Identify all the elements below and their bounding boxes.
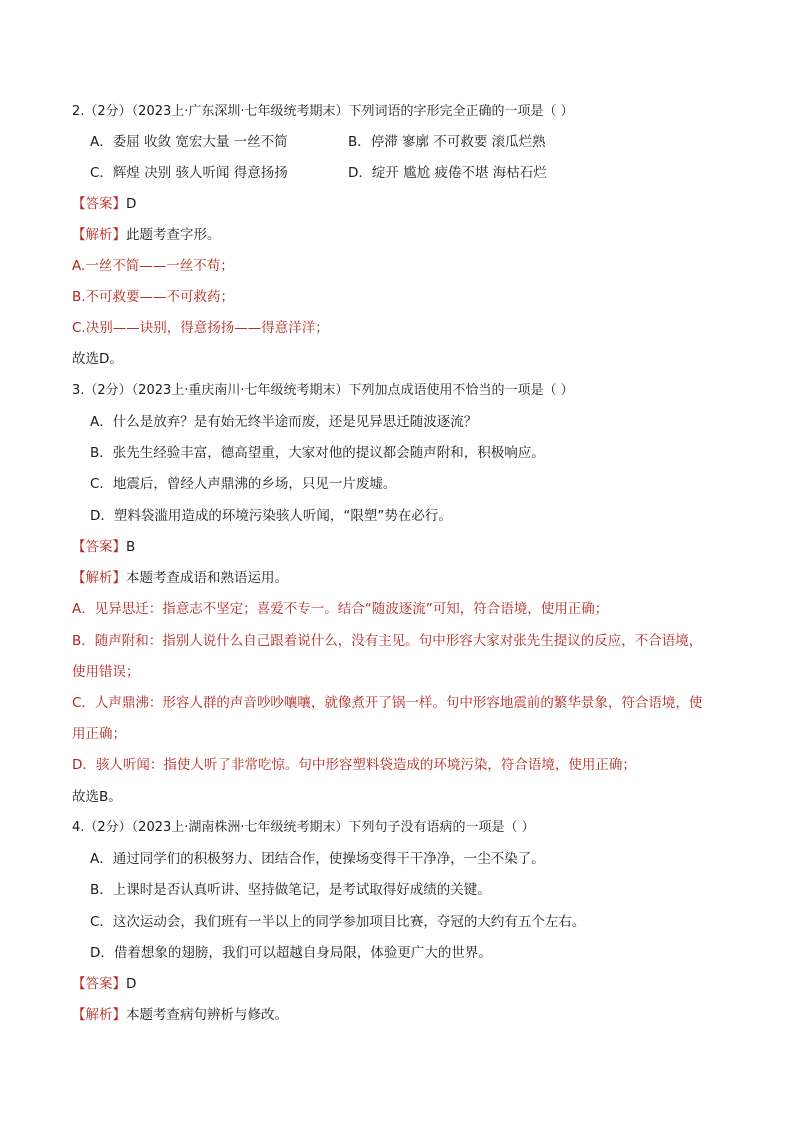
question-2-note: A.一丝不简——一丝不苟； — [72, 258, 234, 274]
question-3-option-a: A．什么是放弃？是有始无终半途而废，还是见异思迁随波逐流？ — [90, 414, 478, 430]
question-2-analysis — [72, 224, 754, 246]
question-3-note: 用正确； — [72, 726, 126, 742]
question-4-option-b: B．上课时是否认真听讲、坚持做笔记，是考试取得好成绩的关键。 — [90, 882, 491, 898]
question-3-note: 使用错误； — [72, 664, 140, 680]
question-2-answer — [72, 193, 754, 215]
answer-value: B — [126, 539, 136, 555]
question-2-stem: 2.（2分）（2023上·广东深圳·七年级统考期末）下列词语的字形完全正确的一项是（ ） — [72, 104, 574, 119]
question-4-option-d: D．借着想象的翅膀，我们可以超越自身局限，体验更广大的世界。 — [90, 945, 492, 961]
question-2-option-b: B．停滞 寥廓 不可救要 滚瓜烂熟 — [348, 134, 546, 150]
question-3-option-c: C．地震后，曾经人声鼎沸的乡场，只见一片废墟。 — [90, 476, 397, 492]
question-4-option-a: A．通过同学们的积极努力、团结合作，使操场变得干干净净，一尘不染了。 — [90, 851, 545, 867]
analysis-label: 【解析】 — [72, 227, 126, 243]
question-3-answer — [72, 536, 754, 558]
question-2-option-a: A．委屈 收敛 宽宏大量 一丝不简 — [90, 134, 288, 150]
question-3-analysis — [72, 567, 754, 589]
question-2-note: C.决别——诀别，得意扬扬——得意洋洋； — [72, 320, 329, 336]
question-3-note: B．随声附和：指别人说什么自己跟着说什么，没有主见。句中形容大家对张先生提议的反应，不合语境， — [72, 633, 703, 649]
analysis-text: 本题考查病句辨析与修改。 — [126, 1007, 288, 1023]
question-2-note: B.不可救要——不可救药； — [72, 289, 235, 305]
analysis-text: 本题考查成语和熟语运用。 — [126, 570, 288, 586]
question-4-analysis — [72, 1004, 754, 1026]
answer-label: 【答案】 — [72, 539, 126, 555]
answer-value: D — [126, 196, 137, 212]
analysis-label: 【解析】 — [72, 1007, 126, 1023]
answer-label: 【答案】 — [72, 976, 126, 992]
question-3-note: C．人声鼎沸：形容人群的声音吵吵嚷嚷，就像煮开了锅一样。句中形容地震前的繁华景象，符合语境，使 — [72, 695, 703, 711]
question-2-conclusion: 故选D。 — [72, 351, 123, 367]
question-4-answer — [72, 973, 754, 995]
question-3-option-d: D．塑料袋滥用造成的环境污染骇人听闻，“限塑”势在必行。 — [90, 508, 452, 524]
answer-label: 【答案】 — [72, 196, 126, 212]
answer-value: D — [126, 976, 137, 992]
question-3-conclusion: 故选B。 — [72, 789, 122, 805]
question-4-stem: 4.（2分）（2023上·湖南株洲·七年级统考期末）下列句子没有语病的一项是（ ） — [72, 820, 535, 835]
question-2-option-c: C．辉煌 决别 骇人听闻 得意扬扬 — [90, 165, 288, 181]
analysis-label: 【解析】 — [72, 570, 126, 586]
question-2-option-d: D．绽开 尴尬 疲倦不堪 海枯石烂 — [348, 165, 547, 181]
question-3-note: D．骇人听闻：指使人听了非常吃惊。句中形容塑料袋造成的环境污染，符合语境，使用正确； — [72, 757, 636, 773]
question-3-option-b: B．张先生经验丰富，德高望重，大家对他的提议都会随声附和，积极响应。 — [90, 445, 545, 461]
question-3-stem: 3.（2分）（2023上·重庆南川·七年级统考期末）下列加点成语使用不恰当的一项是（ ） — [72, 383, 574, 398]
question-4-option-c: C．这次运动会，我们班有一半以上的同学参加项目比赛，夺冠的大约有五个左右。 — [90, 914, 586, 930]
question-3-note: A．见异思迁：指意志不坚定；喜爱不专一。结合“随波逐流”可知，符合语境，使用正确； — [72, 601, 609, 617]
analysis-text: 此题考查字形。 — [126, 227, 221, 243]
